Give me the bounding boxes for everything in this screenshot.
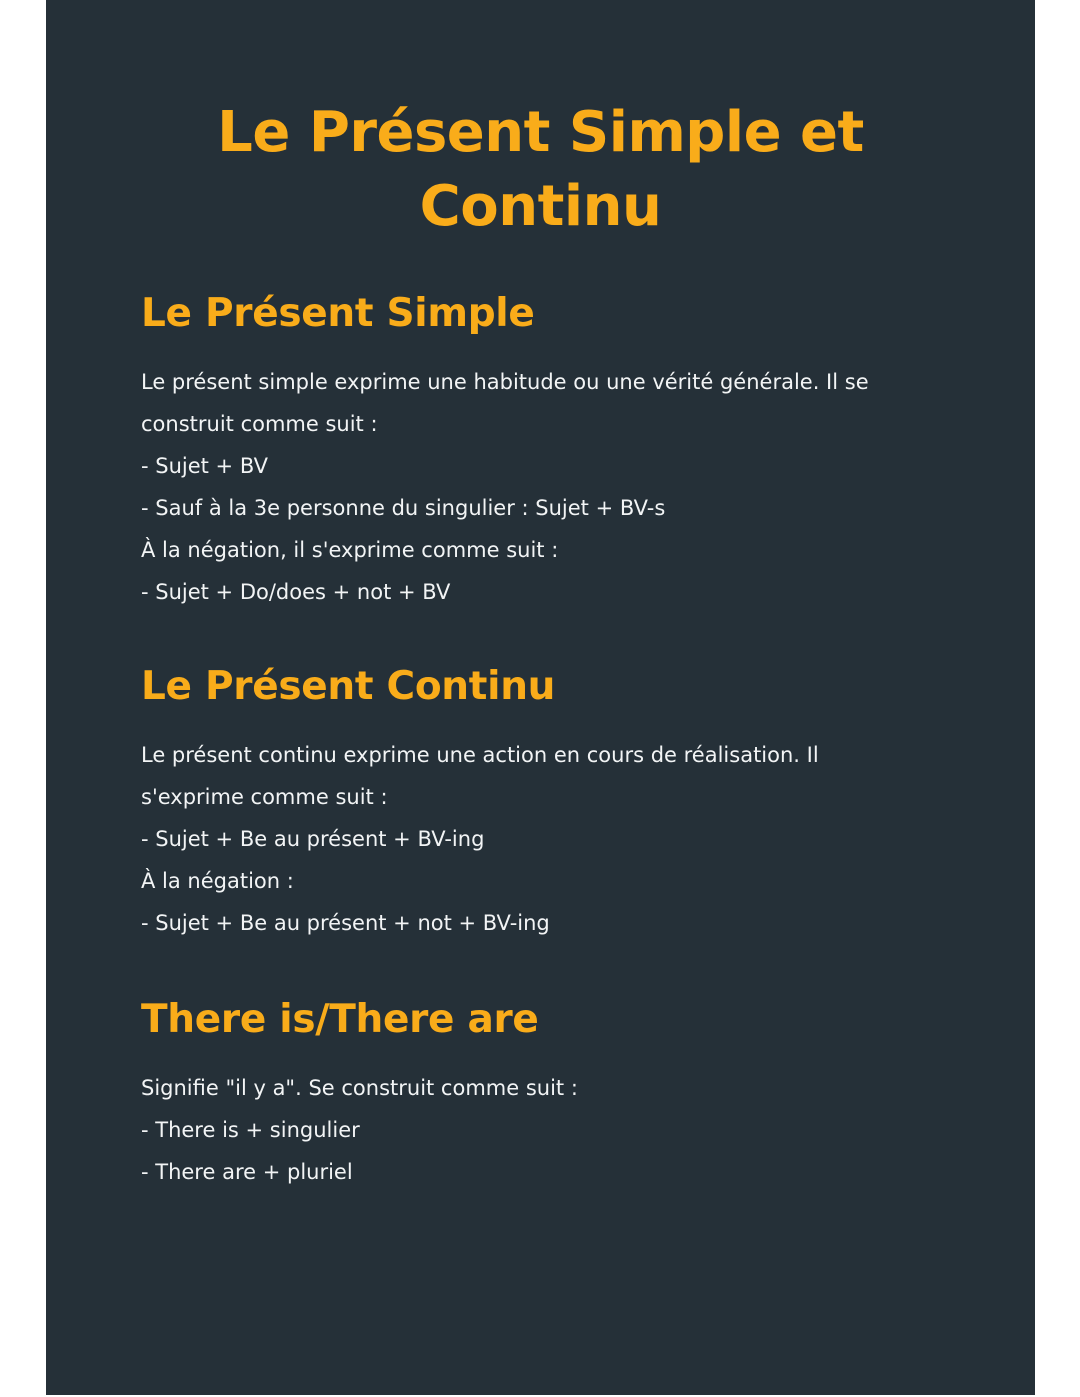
- page-title-line-1: Le Présent Simple et: [217, 100, 864, 165]
- body-line: À la négation :: [141, 869, 294, 893]
- section-heading: There is/There are: [141, 997, 539, 1042]
- section-heading: Le Présent Simple: [141, 291, 535, 336]
- rule-line: - There are + pluriel: [141, 1160, 353, 1184]
- section-present-simple: [141, 289, 941, 613]
- body-line: À la négation, il s'exprime comme suit :: [141, 538, 559, 562]
- body-line: s'exprime comme suit :: [141, 785, 388, 809]
- body-line: construit comme suit :: [141, 412, 378, 436]
- rule-line: - There is + singulier: [141, 1118, 360, 1142]
- section-there-is-there-are: [141, 995, 941, 1193]
- document-page: [46, 0, 1035, 1395]
- section-heading: Le Présent Continu: [141, 664, 556, 709]
- page-title-line-2: Continu: [419, 174, 662, 239]
- rule-line: - Sujet + Do/does + not + BV: [141, 580, 451, 604]
- rule-line: - Sujet + Be au présent + BV-ing: [141, 827, 485, 851]
- body-line: Le présent continu exprime une action en cours de réalisation. Il: [141, 743, 819, 767]
- section-body: [141, 1067, 941, 1193]
- section-body: [141, 734, 941, 944]
- body-line: Signifie "il y a". Se construit comme suit :: [141, 1076, 578, 1100]
- body-line: Le présent simple exprime une habitude ou une vérité générale. Il se: [141, 370, 869, 394]
- rule-line: - Sauf à la 3e personne du singulier : Sujet + BV-s: [141, 496, 666, 520]
- section-body: [141, 361, 941, 613]
- section-present-continu: [141, 662, 941, 944]
- rule-line: - Sujet + BV: [141, 454, 268, 478]
- page-title: [46, 96, 1035, 244]
- rule-line: - Sujet + Be au présent + not + BV-ing: [141, 911, 550, 935]
